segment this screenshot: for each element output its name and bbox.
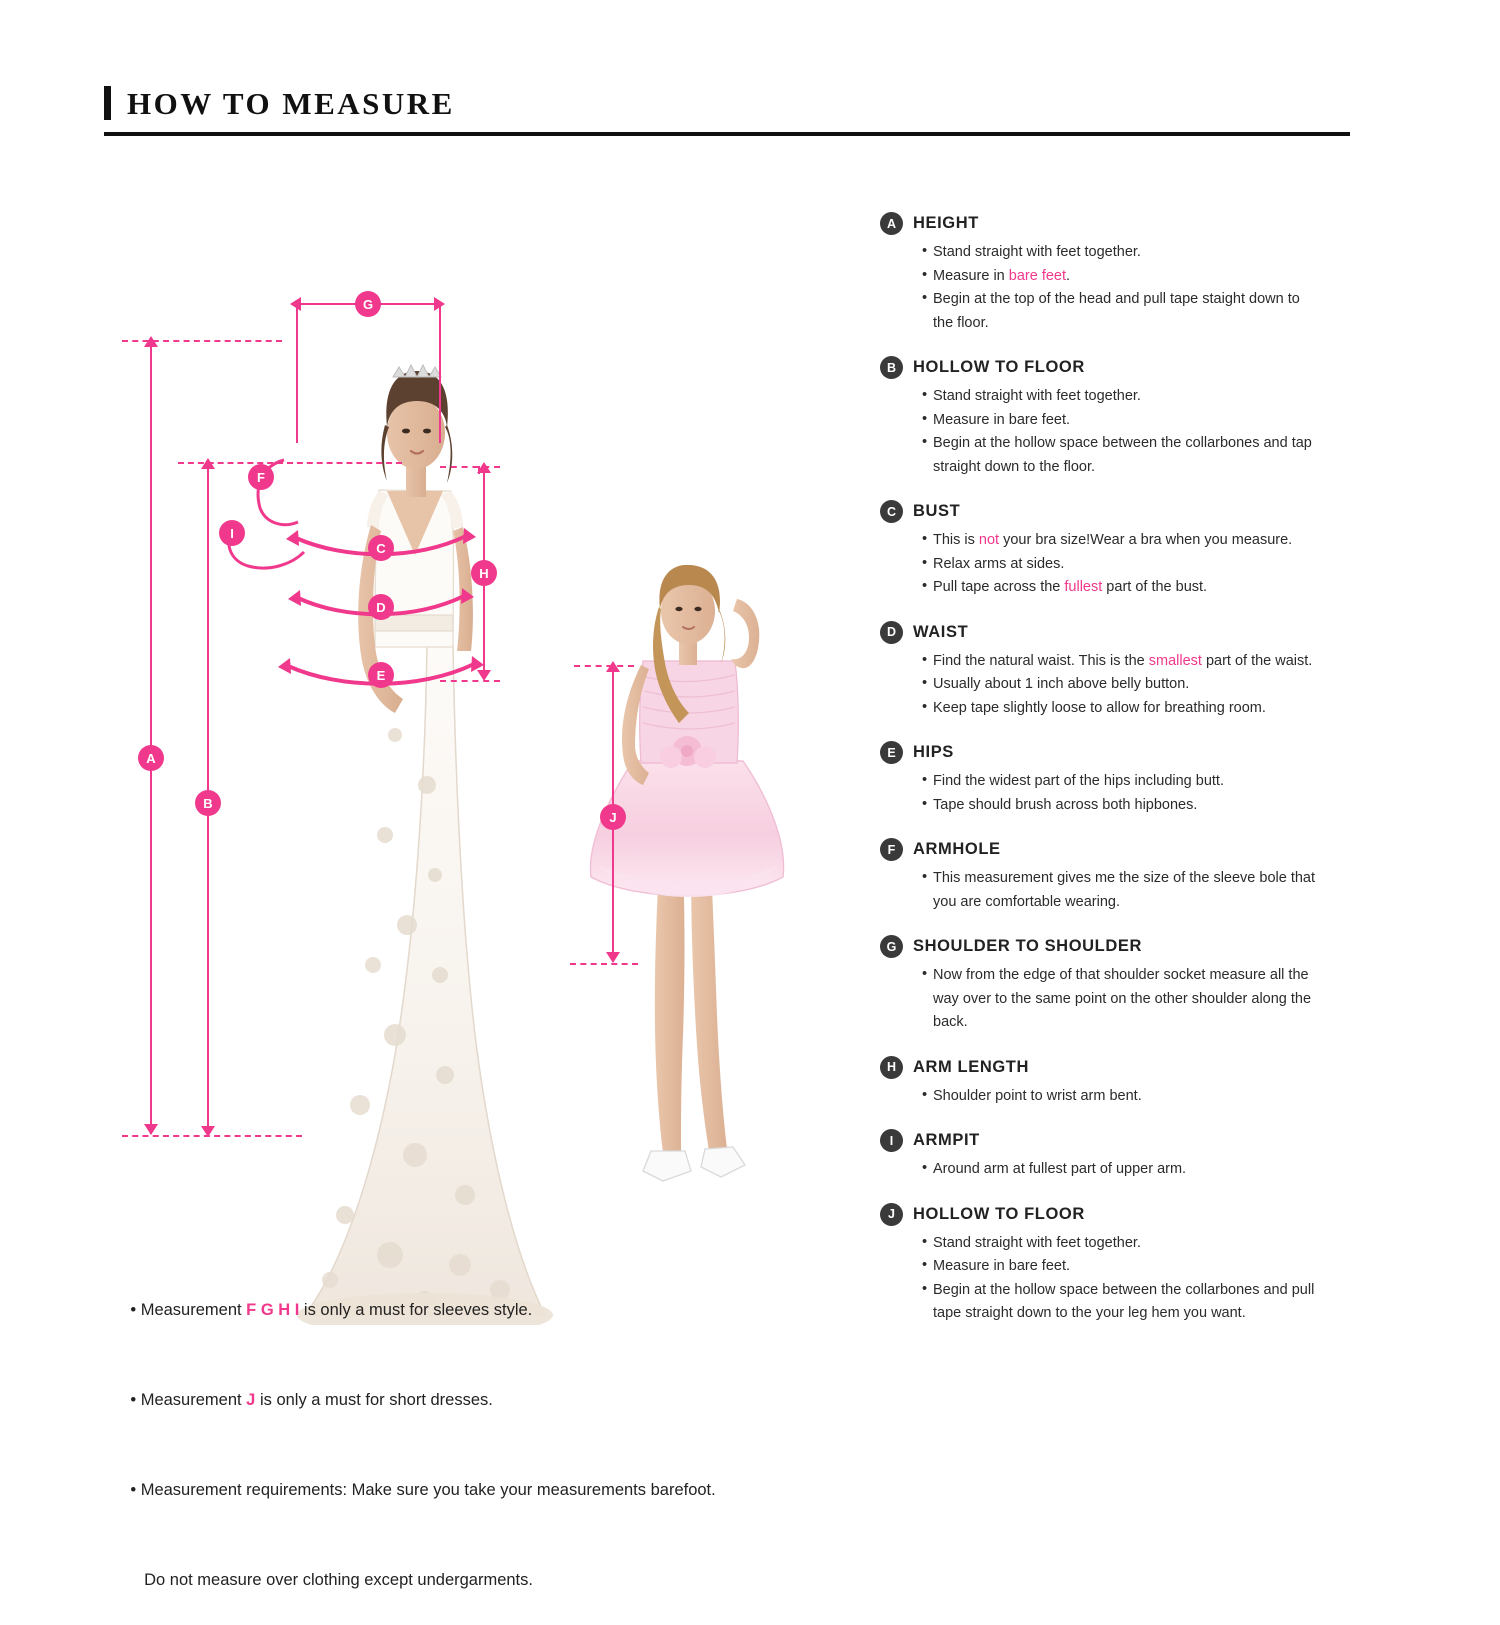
dim-arrow-b-up: [201, 458, 215, 469]
instruction-heading: [880, 212, 1380, 235]
footer-note-highlight: J: [246, 1391, 256, 1409]
instruction-line: • Relax arms at sides.: [922, 553, 1380, 576]
line-text-pre: Measure in: [933, 267, 1009, 284]
instruction-block-c: [880, 500, 1380, 599]
instruction-block-f: [880, 838, 1380, 913]
instruction-title: ARM LENGTH: [913, 1057, 1029, 1076]
instruction-line: • Tape should brush across both hipbones.: [922, 794, 1380, 817]
instruction-title: ARMPIT: [913, 1131, 980, 1149]
footer-note-highlight: F G H I: [246, 1301, 300, 1319]
instruction-list: [880, 1158, 1380, 1181]
guide-h-top-dash: [440, 466, 500, 468]
badge-d: D: [368, 594, 394, 620]
instruction-badge-j: J: [880, 1203, 903, 1226]
line-text-post: your bra size!Wear a bra when you measure.: [999, 532, 1293, 548]
instruction-line: • Begin at the top of the head and pull tape staight down to: [922, 288, 1380, 311]
footer-note: [112, 1445, 812, 1535]
instruction-badge-a: A: [880, 212, 903, 235]
instruction-heading: [880, 500, 1380, 523]
instruction-line: • Keep tape slightly loose to allow for breathing room.: [922, 697, 1380, 720]
instruction-list: [880, 867, 1380, 913]
instruction-title: BUST: [913, 502, 961, 520]
dim-arrow-h-down: [477, 670, 491, 681]
instructions-panel: [880, 212, 1380, 1347]
instruction-line: • Measure in bare feet.: [922, 1255, 1380, 1278]
line-text-emphasis: bare feet: [1008, 267, 1067, 284]
instruction-block-a: [880, 212, 1380, 334]
instruction-badge-b: B: [880, 356, 903, 379]
footer-notes: [112, 1265, 812, 1625]
instruction-line: • Find the widest part of the hips including butt.: [922, 770, 1380, 793]
footer-note: [112, 1265, 812, 1355]
instruction-line: you are comfortable wearing.: [933, 893, 1120, 910]
instruction-block-d: [880, 621, 1380, 720]
instruction-title: ARMHOLE: [913, 840, 1001, 858]
badge-b: B: [195, 790, 221, 816]
instruction-line: • Stand straight with feet together.: [922, 385, 1380, 408]
dim-line-a: [150, 342, 152, 1134]
footer-note-prefix: Do not measure over clothing except undergarments.: [130, 1571, 533, 1589]
instruction-line: • Stand straight with feet together.: [922, 241, 1380, 264]
instruction-line: • Around arm at fullest part of upper arm.: [922, 1158, 1380, 1181]
footer-note-prefix: • Measurement: [130, 1391, 247, 1409]
instruction-line: • Begin at the hollow space between the collarbones and pull: [922, 1279, 1380, 1302]
instruction-heading: [880, 1203, 1380, 1226]
instruction-line: • Shoulder point to wrist arm bent.: [922, 1085, 1380, 1108]
instruction-line: • Usually about 1 inch above belly button.: [922, 673, 1380, 696]
badge-c: C: [368, 535, 394, 561]
instruction-badge-i: I: [880, 1129, 903, 1152]
instruction-line: • Begin at the hollow space between the collarbones and tap: [922, 432, 1380, 455]
measurement-illustration: [100, 180, 860, 1250]
instruction-list: [880, 1085, 1380, 1108]
instruction-line: [922, 529, 1380, 552]
instruction-block-b: [880, 356, 1380, 478]
badge-i: I: [219, 520, 245, 546]
instruction-list: [880, 964, 1380, 1034]
instruction-list: [880, 529, 1380, 599]
page-header: [104, 86, 1350, 136]
badge-e: E: [368, 662, 394, 688]
page-title: HOW TO MEASURE: [127, 85, 455, 121]
instruction-badge-d: D: [880, 621, 903, 644]
footer-note-prefix: • Measurement: [130, 1301, 247, 1319]
badge-g: G: [355, 291, 381, 317]
badge-h: H: [471, 560, 497, 586]
line-text-pre: Pull tape across the: [933, 579, 1065, 595]
header-divider: [104, 132, 1350, 136]
instruction-title: HOLLOW TO FLOOR: [913, 358, 1085, 376]
short-dress-model-figure: [555, 565, 825, 1215]
instruction-line: [922, 265, 1380, 288]
instruction-line: • Measure in bare feet.: [922, 409, 1380, 432]
instruction-line: straight down to the floor.: [933, 458, 1096, 475]
line-text-pre: This is: [933, 532, 979, 548]
instruction-block-j: [880, 1203, 1380, 1325]
badge-f: F: [248, 464, 274, 490]
instruction-list: [880, 770, 1380, 816]
instruction-badge-g: G: [880, 935, 903, 958]
instruction-heading: [880, 1056, 1380, 1079]
instruction-block-g: [880, 935, 1380, 1034]
instruction-line: back.: [933, 1014, 968, 1030]
instruction-heading: [880, 935, 1380, 958]
guide-j-bottom: [570, 963, 638, 965]
instruction-line: tape straight down to the your leg hem you want.: [933, 1305, 1246, 1321]
instruction-badge-e: E: [880, 741, 903, 764]
instruction-line: [922, 576, 1380, 599]
instruction-heading: [880, 621, 1380, 644]
footer-note-suffix: is only a must for short dresses.: [255, 1391, 493, 1409]
dim-arrow-j-up: [606, 661, 620, 672]
instruction-title: HIPS: [913, 743, 954, 761]
line-text-pre: Find the natural waist. This is the: [933, 652, 1149, 669]
footer-note-suffix: is only a must for sleeves style.: [299, 1301, 533, 1319]
dim-arrow-h-up: [477, 462, 491, 473]
instruction-list: [880, 385, 1380, 478]
instruction-title: HOLLOW TO FLOOR: [913, 1204, 1085, 1223]
title-tick-icon: [104, 86, 111, 120]
badge-j: J: [600, 804, 626, 830]
instruction-title: HEIGHT: [913, 214, 979, 232]
instruction-list: [880, 650, 1380, 720]
instruction-line: • This measurement gives me the size of the sleeve bole that: [922, 867, 1380, 890]
guide-g-right: [439, 303, 441, 443]
short-dress-svg: [555, 565, 825, 1215]
dim-arrow-b-down: [201, 1126, 215, 1137]
instruction-block-i: [880, 1129, 1380, 1181]
footer-note: [112, 1355, 812, 1445]
dim-arrow-j-down: [606, 952, 620, 963]
line-text-post: part of the waist.: [1201, 652, 1313, 669]
instruction-badge-f: F: [880, 838, 903, 861]
footer-note-prefix: • Measurement requirements: Make sure you take your measurements barefoot.: [130, 1481, 716, 1499]
instruction-title: SHOULDER TO SHOULDER: [913, 937, 1142, 955]
instruction-line: • Now from the edge of that shoulder socket measure all the: [922, 964, 1380, 987]
instruction-title: WAIST: [913, 622, 969, 641]
instruction-badge-h: H: [880, 1056, 903, 1079]
badge-a: A: [138, 745, 164, 771]
instruction-list: [880, 1232, 1380, 1325]
line-text-post: part of the bust.: [1102, 579, 1208, 595]
title-row: [104, 86, 1350, 120]
dim-arrow-a-up: [144, 336, 158, 347]
guide-g-left: [296, 303, 298, 443]
guide-h-bottom-dash: [440, 680, 500, 682]
dim-arrow-a-down: [144, 1124, 158, 1135]
line-text-emphasis: not: [978, 532, 1000, 548]
instruction-heading: [880, 838, 1380, 861]
instruction-list: [880, 241, 1380, 334]
instruction-heading: [880, 741, 1380, 764]
line-text-emphasis: smallest: [1148, 652, 1202, 669]
footer-note: [112, 1535, 812, 1625]
line-text-post: .: [1066, 267, 1071, 284]
instruction-line: • Stand straight with feet together.: [922, 1232, 1380, 1255]
instruction-heading: [880, 356, 1380, 379]
line-text-emphasis: fullest: [1064, 579, 1103, 595]
instruction-badge-c: C: [880, 500, 903, 523]
instruction-line: way over to the same point on the other shoulder along the: [933, 990, 1312, 1007]
instruction-block-e: [880, 741, 1380, 816]
instruction-block-h: [880, 1056, 1380, 1108]
instruction-heading: [880, 1129, 1380, 1152]
guide-j-top: [574, 665, 634, 667]
instruction-line: [922, 650, 1380, 673]
instruction-line: the floor.: [933, 314, 989, 331]
